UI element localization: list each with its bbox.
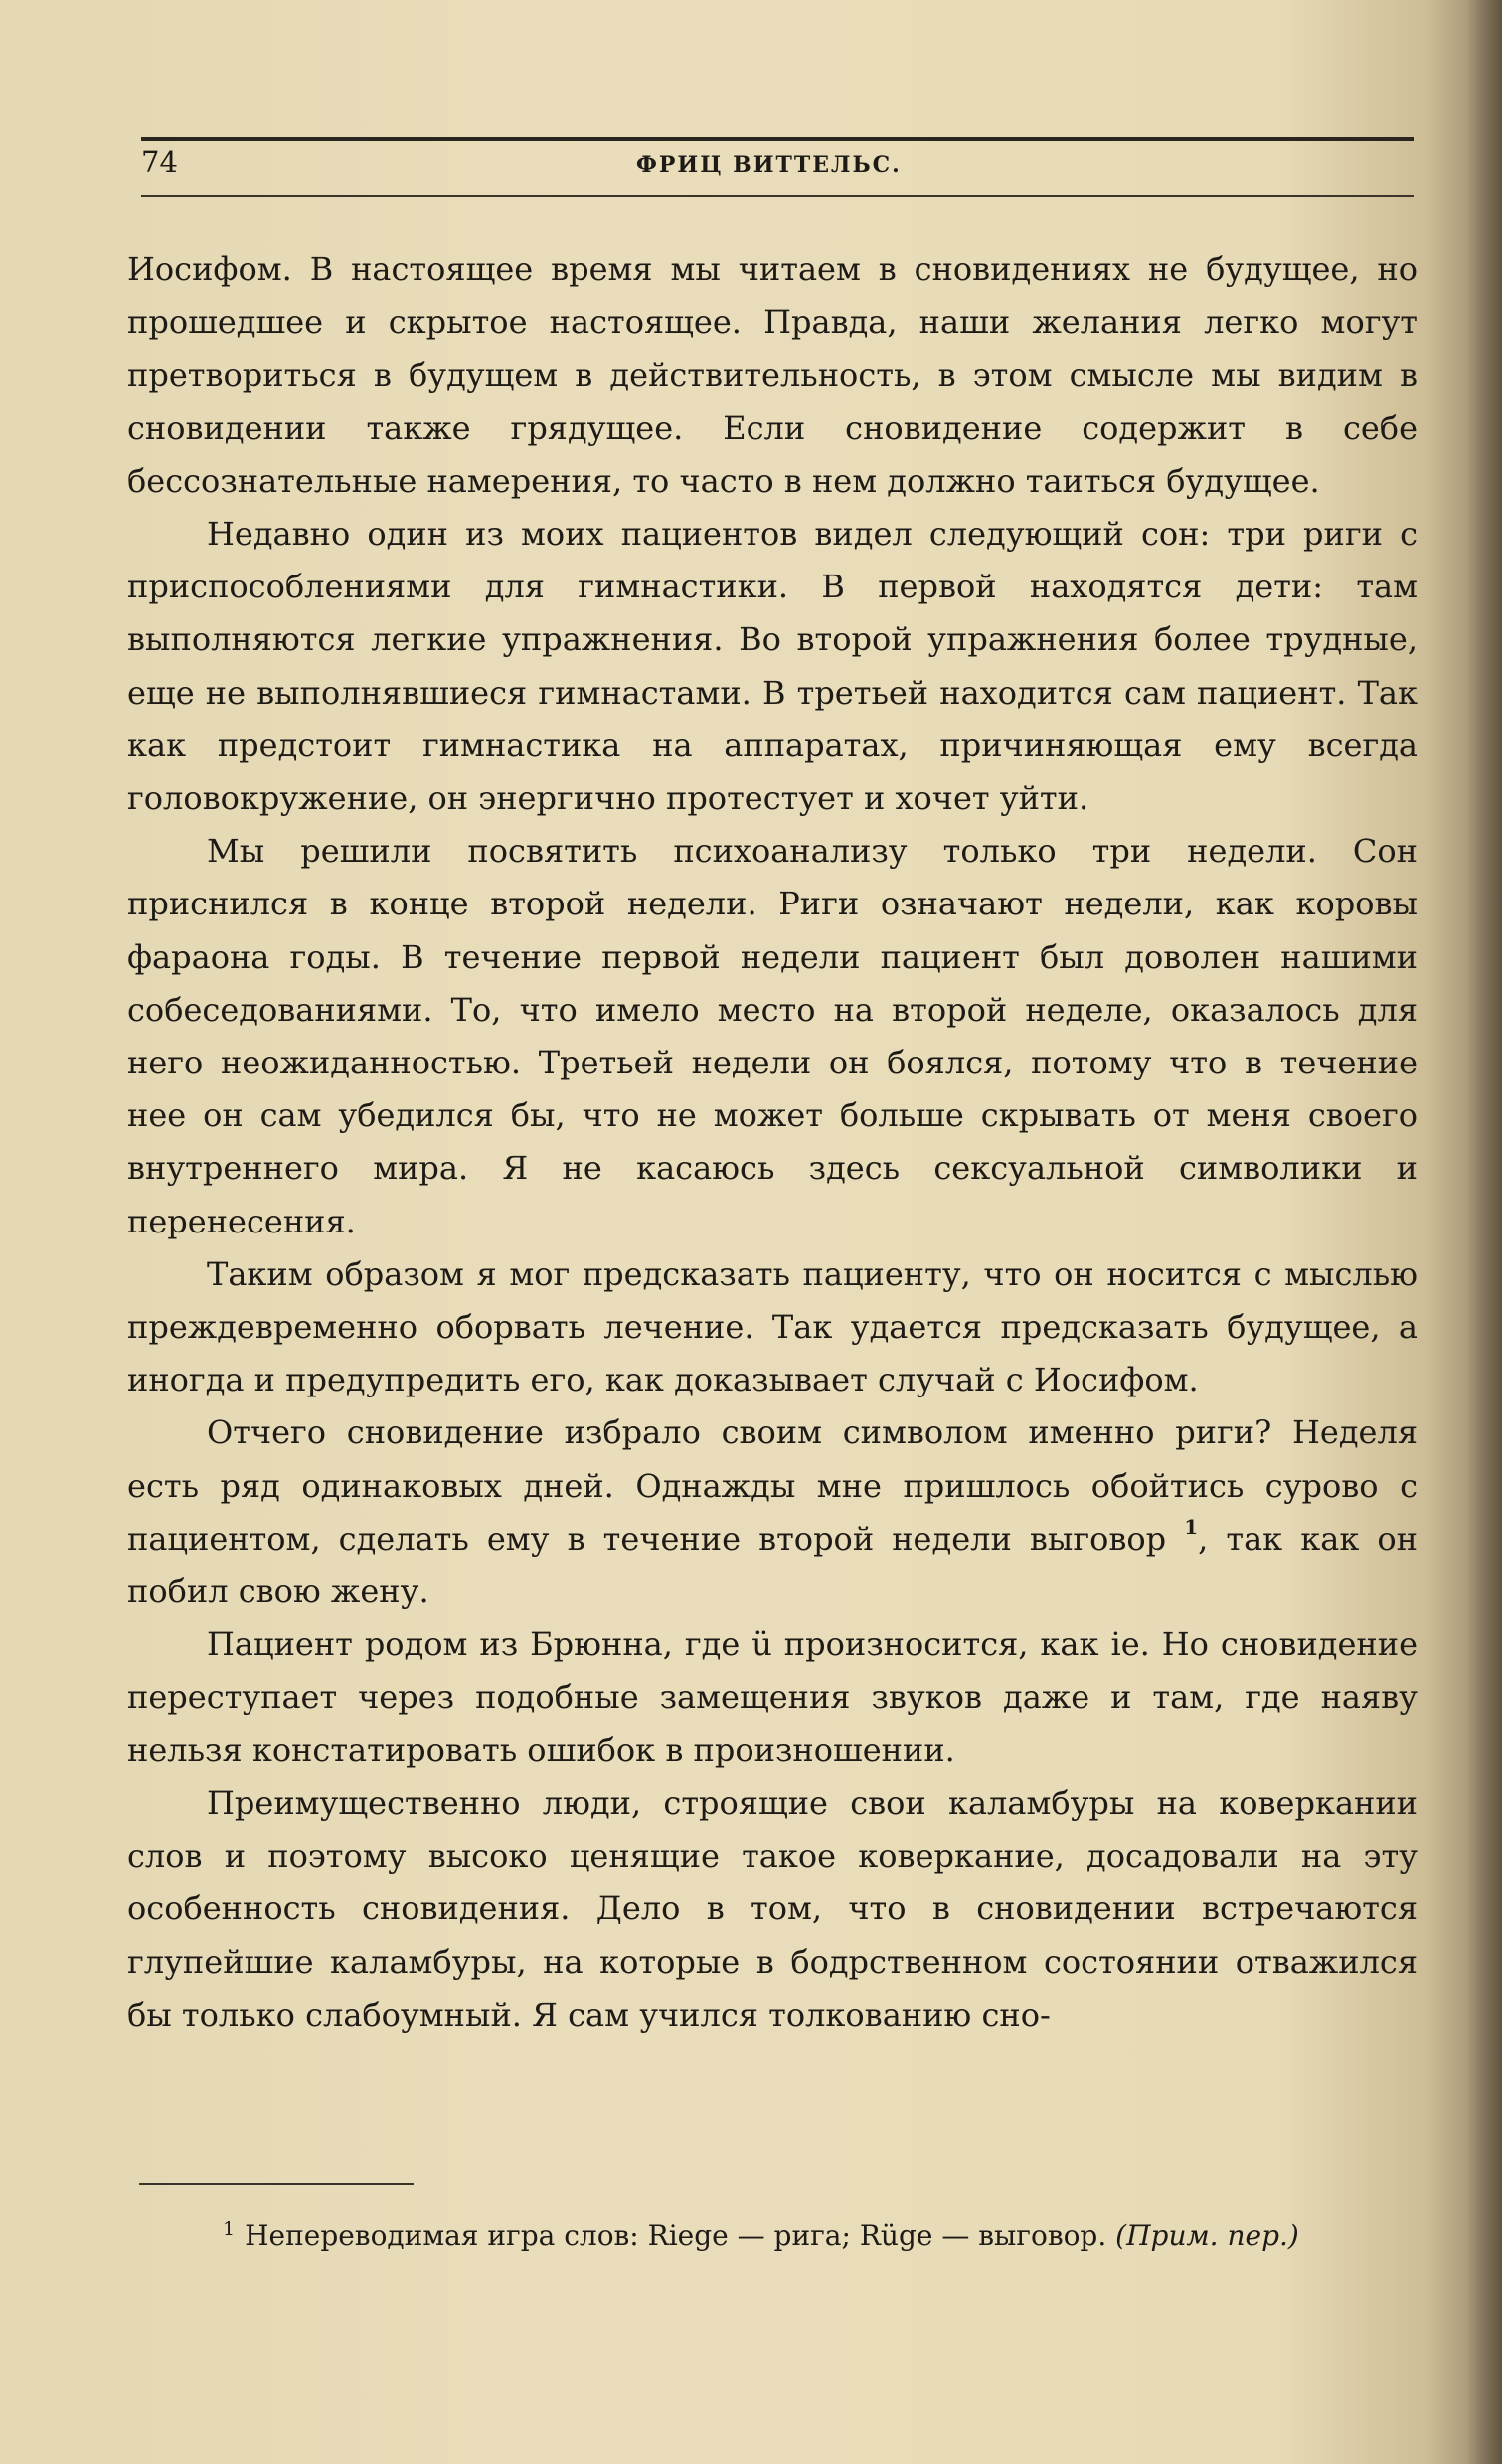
footnote-mark: 1	[223, 2218, 236, 2240]
page-number: 74	[141, 145, 178, 179]
page-edge-shadow	[1466, 0, 1502, 2464]
paragraph-3: Мы решили посвятить психоанализу только три недели. Сон приснился в конце второй недели. Риги означают недели, как коровы фараона годы. В течение первой недели пациент был доволен нашими собеседованиями. То, что имело место на второй неделе, оказалось для него неожиданностью. Третьей недели он боялся, потому что в течение нее он сам убедился бы, что не может больше скрывать от меня своего внутреннего мира. Я не касаюсь здесь сексуальной символики и перенесения.	[127, 832, 1418, 1240]
footnote-rule	[139, 2183, 414, 2185]
top-rule	[141, 137, 1414, 141]
paragraph-6: Пациент родом из Брюнна, где ü произносится, как іе. Но сновидение переступает через подобные замещения звуков даже и там, где наяву нельзя констатировать ошибок в произношении.	[127, 1625, 1418, 1769]
paragraph-5-tail: , так как он побил свою жену.	[127, 1519, 1419, 1611]
paragraph-7: Преимущественно люди, строящие свои каламбуры на коверкании слов и поэтому высоко ценящие такое коверкание, досадовали на эту особенность сновидения. Дело в том, что в сновидении встречаются глупейшие каламбуры, на которые в бодрственном состоянии отважился бы только слабоумный. Я сам учился толкованию сно-	[127, 1783, 1418, 2034]
body-text	[127, 244, 1418, 2042]
paragraph-5	[127, 1406, 1418, 1618]
footnote-translator-note: (Прим. пер.)	[1115, 2219, 1299, 2252]
paragraph-2: Недавно один из моих пациентов видел следующий сон: три риги с приспособлениями для гимнастики. В первой находятся дети: там выполняются легкие упражнения. Во второй упражнения более трудные, еще не выполнявшиеся гимнастами. В третьей находится сам пациент. Так как предстоит гимнастика на аппаратах, причиняющая ему всегда головокружение, он энергично протестует и хочет уйти.	[127, 515, 1418, 818]
header-rule	[141, 195, 1414, 197]
footnote-reference: 1	[1184, 1515, 1199, 1540]
running-head: ФРИЦ ВИТТЕЛЬС.	[636, 152, 902, 178]
footnote	[223, 2217, 1425, 2259]
paragraph-1: Иосифом. В настоящее время мы читаем в сновидениях не будущее, но прошедшее и скрытое настоящее. Правда, наши желания легко могут претвориться в будущем в действительность, в этом смысле мы видим в сновидении также грядущее. Если сновидение содержит в себе бессознательные намерения, то часто в нем должно таиться будущее.	[127, 250, 1418, 500]
paragraph-4: Таким образом я мог предсказать пациенту, что он носится с мыслью преждевременно оборвать лечение. Так удается предсказать будущее, а иногда и предупредить его, как доказывает случай с Иосифом.	[127, 1254, 1418, 1399]
footnote-text: Непереводимая игра слов: Riege — рига; Rüge — выговор.	[245, 2219, 1107, 2252]
paragraph-5-text: Отчего сновидение избрало своим символом именно риги? Неделя есть ряд одинаковых дней. Однажды мне пришлось обойтись сурово с пациентом, сделать ему в течение второй недели выговор	[127, 1413, 1418, 1558]
